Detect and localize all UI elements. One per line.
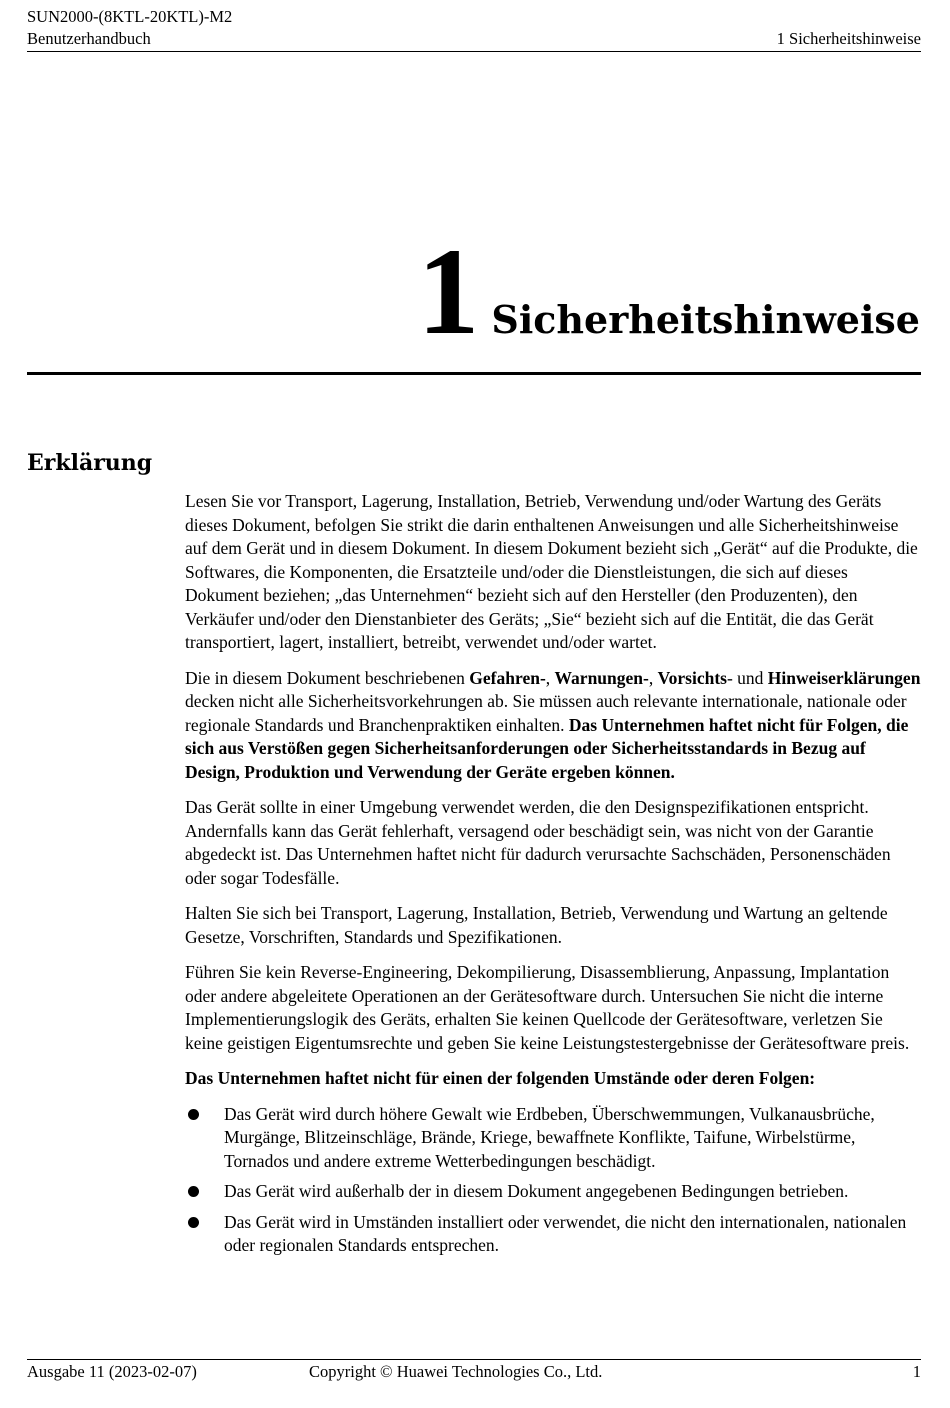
header-product: SUN2000-(8KTL-20KTL)-M2 [27,7,233,26]
text-run: , [648,667,658,688]
liability-intro: Das Unternehmen haftet nicht für einen der folgenden Umstände oder deren Folgen: [185,1068,816,1088]
footer-divider [27,1359,921,1360]
text-run: decken nicht alle Sicherheitsvorkehrungen ab. Sie müssen auch relevante internationale, nationale oder regionale Standards und Branchenpraktiken einhalten. [185,691,907,735]
text-run: Die in diesem Dokument beschriebenen [185,667,470,688]
page-header-left [27,6,232,50]
list-item [185,1103,923,1174]
header-manual-title: Benutzerhandbuch [27,29,151,48]
bold-term-notice: Hinweiserklärungen [767,667,921,688]
document-body [185,490,923,1265]
list-item [185,1211,923,1258]
paragraph-3: Das Gerät sollte in einer Umgebung verwendet werden, die den Designspezifikationen entspricht. Andernfalls kann das Gerät fehlerhaft, versagend oder beschädigt sein, was nicht von der Garantie abgedeckt ist. Das Unternehmen haftet nicht für dadurch verursachte Sachschäden, Personenschäden oder sogar Todesfälle. [185,797,891,888]
bullet-icon [188,1109,199,1120]
paragraph-4: Halten Sie sich bei Transport, Lagerung, Installation, Betrieb, Verwendung und Wartung an geltende Gesetze, Vorschriften, Standards und Spezifikationen. [185,903,888,947]
paragraph-1: Lesen Sie vor Transport, Lagerung, Installation, Betrieb, Verwendung und/oder Wartung des Geräts dieses Dokument, befolgen Sie strikt die darin enthaltenen Anweisungen und alle Sicherheitshinweise auf dem Gerät und in diesem Dokument. In diesem Dokument bezieht sich „Gerät“ auf die Produkte, die Softwares, die Komponenten, die Ersatzteile und/oder die Dienstleistungen, die sich auf dieses Dokument beziehen; „das Unternehmen“ bezieht sich auf den Hersteller (den Produzenten), den Verkäufer und/oder den Dienstanbieter des Geräts; „Sie“ bezieht sich auf die Entität, die das Gerät transportiert, lagert, installiert, betreibt, verwendet und/oder wartet. [185,491,918,652]
bullet-icon [188,1217,199,1228]
header-section: 1 Sicherheitshinweise [776,29,921,48]
list-item-text: Das Gerät wird in Umständen installiert oder verwendet, die nicht den internationalen, nationalen oder regionalen Standards entsprechen. [224,1211,907,1255]
header-divider [27,51,921,52]
chapter-number: 1 [417,223,476,360]
bold-term-warning: Warnungen- [554,667,649,688]
chapter-divider [27,372,921,375]
section-heading: Erklärung [27,450,153,476]
footer-edition: Ausgabe 11 (2023-02-07) [27,1362,197,1381]
paragraph-5: Führen Sie kein Reverse-Engineering, Dekompilierung, Disassemblierung, Anpassung, Implantation oder andere abgeleitete Operationen an der Gerätesoftware durch. Untersuchen Sie nicht die interne Implementierungslogik des Geräts, erhalten Sie keinen Quellcode der Gerätesoftware, verletzen Sie keine geistigen Eigentumsrechte und geben Sie keine Leistungstestergebnisse der Gerätesoftware preis. [185,962,910,1053]
chapter-title-block [417,222,920,362]
bold-term-danger: Gefahren- [469,667,546,688]
text-run: - und [726,667,768,688]
list-item-text: Das Gerät wird durch höhere Gewalt wie Erdbeben, Überschwemmungen, Vulkanausbrüche, Murgänge, Blitzeinschläge, Brände, Kriege, bewaffnete Konflikte, Taifune, Wirbelstürme, Tornados und andere extreme Wetterbedingungen beschädigt. [224,1103,875,1171]
chapter-title: Sicherheitshinweise [491,297,920,342]
text-run: , [545,667,555,688]
footer-copyright: Copyright © Huawei Technologies Co., Ltd. [309,1362,603,1381]
page-number: 1 [912,1362,921,1381]
list-item [185,1180,923,1204]
page-footer [27,1361,921,1383]
bold-term-caution: Vorsichts [657,667,727,688]
bullet-list [185,1103,923,1258]
liability-disclaimer: Das Unternehmen haftet nicht für Folgen, die sich aus Verstößen gegen Sicherheitsanforderungen oder Sicherheitsstandards in Bezug auf Design, Produktion und Verwendung der Geräte ergeben können. [185,714,909,782]
bullet-icon [188,1186,199,1197]
paragraph-2 [185,667,923,785]
list-item-text: Das Gerät wird außerhalb der in diesem Dokument angegebenen Bedingungen betrieben. [224,1181,849,1201]
paragraph-6 [185,1067,923,1091]
